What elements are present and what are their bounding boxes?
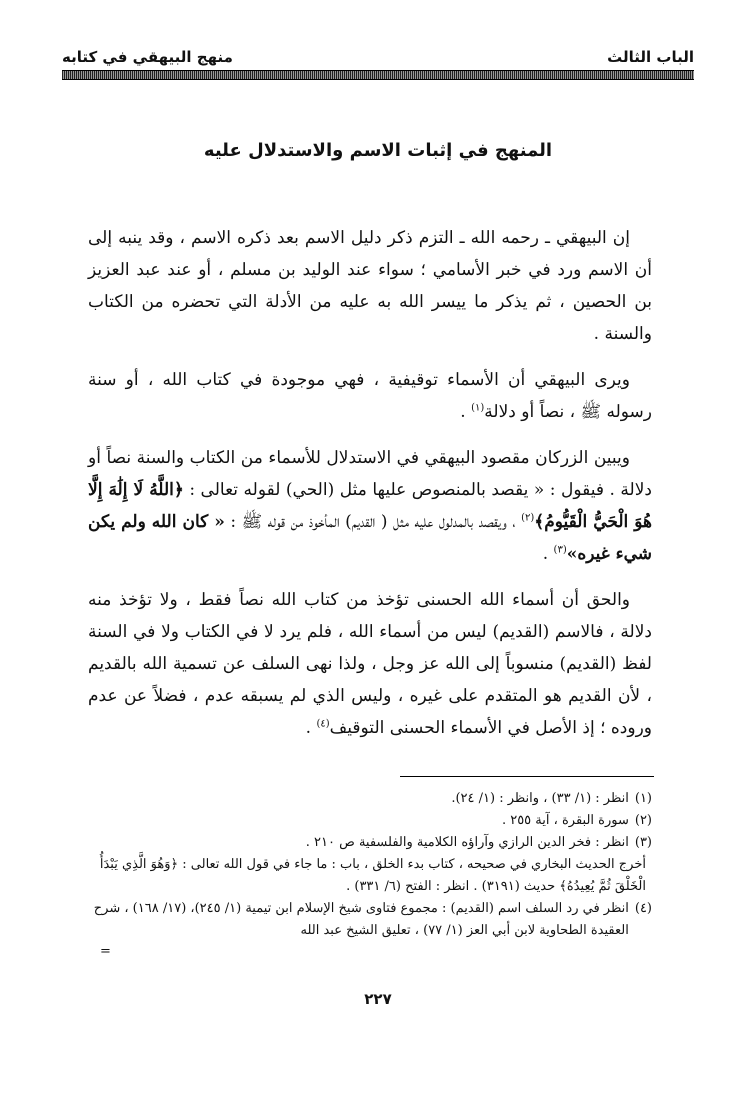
page-number: ٢٢٧ <box>364 990 392 1008</box>
footnote-ref-4[interactable]: (٤) <box>316 718 330 730</box>
section-title: المنهج في إثبات الاسم والاستدلال عليه <box>203 140 553 161</box>
footnote-separator <box>400 776 654 777</box>
body-text <box>88 222 652 758</box>
paragraph-2: ويرى البيهقي أن الأسماء توقيفية ، فهي موجودة في كتاب الله ، أو سنة رسوله ﷺ ، نصاً أو دلالة$^{(١)}$ . <box>88 370 652 422</box>
footnote-ref-2[interactable]: (٢) <box>521 512 535 524</box>
running-header <box>62 44 694 66</box>
quran-quote: ﴿اللَّهُ لَا إِلَٰهَ إِلَّا هُوَ الْحَيُّ الْقَيُّومُ﴾ <box>88 480 653 532</box>
header-book-section: منهج البيهقي في كتابه <box>62 48 233 66</box>
header-rule <box>62 70 694 80</box>
footnote-3: (٣) انظر : فخر الدين الرازي وآراؤه الكلامية والفلسفية ص ٢١٠ . <box>305 835 652 850</box>
paragraph-3: ويبين الزركان مقصود البيهقي في الاستدلال للأسماء من الكتاب والسنة نصاً أو دلالة . فيقول : « يقصد بالمنصوص عليها مثل (الحي) لقوله تعالى : ﴿اللَّهُ لَا إِلَٰهَ إِلَّا هُوَ الْحَيُّ الْقَيُّومُ﴾$^{(٢)}$ ، ويقصد بالمدلول عليه مثل ( القديم) المأخوذ من قوله ﷺ : « كان الله ولم يكن شيء غيره»$^{(٣)}$ . <box>88 448 653 564</box>
paragraph-1: إن البيهقي ـ رحمه الله ـ التزم ذكر دليل الاسم بعد ذكره الاسم ، وقد ينبه إلى أن الاسم ورد في خبر الأسامي ؛ سواء عند الوليد بن مسلم ، أو عند عبد العزيز بن الحصين ، ثم يذكر ما ييسر الله به عليه من الأدلة التي تحضره من الكتاب والسنة . <box>88 228 652 344</box>
footnote-4: (٤) انظر في رد السلف اسم (القديم) : مجموع فتاوى شيخ الإسلام ابن تيمية (١/ ٢٤٥)، (١٧/ ١٦٨) ، شرح العقيدة الطحاوية لابن أبي العز (١/ ٧٧) ، تعليق الشيخ عبد الله <box>93 901 652 938</box>
header-chapter: الباب الثالث <box>607 48 694 66</box>
continuation-mark: = <box>100 944 111 959</box>
footnote-3-continued: أخرج الحديث البخاري في صحيحه ، كتاب بدء الخلق ، باب : ما جاء في قول الله تعالى : ﴿وَهُوَ الَّذِي يَبْدَأُ الْخَلْقَ ثُمَّ يُعِيدُهُ﴾ حديث (٣١٩١) . انظر : الفتح (٦/ ٣٣١) . <box>99 857 646 894</box>
footnote-1: (١) انظر : (١/ ٣٣) ، وانظر : (١/ ٢٤). <box>451 791 652 806</box>
hadith-quote: « كان الله ولم يكن شيء غيره» <box>88 512 652 564</box>
footnote-ref-3[interactable]: (٣) <box>553 544 567 556</box>
footnotes <box>88 788 652 942</box>
paragraph-4: والحق أن أسماء الله الحسنى تؤخذ من كتاب الله نصاً فقط ، ولا تؤخذ منه دلالة ، فالاسم (القديم) ليس من أسماء الله ، فلم يرد لا في الكتاب ولا في السنة لفظ (القديم) منسوباً إلى الله عز وجل ، ولذا نهى السلف عن تسمية الله بالقديم ، لأن القديم هو المتقدم على غيره ، وليس الذي لم يسبقه عدم ، فضلاً عن عدم وروده ؛ إذ الأصل في الأسماء الحسنى التوقيف$^{(٤)}$ . <box>88 590 652 738</box>
footnote-2: (٢) سورة البقرة ، آية ٢٥٥ . <box>501 813 652 828</box>
footnote-ref-1[interactable]: (١) <box>471 402 485 414</box>
